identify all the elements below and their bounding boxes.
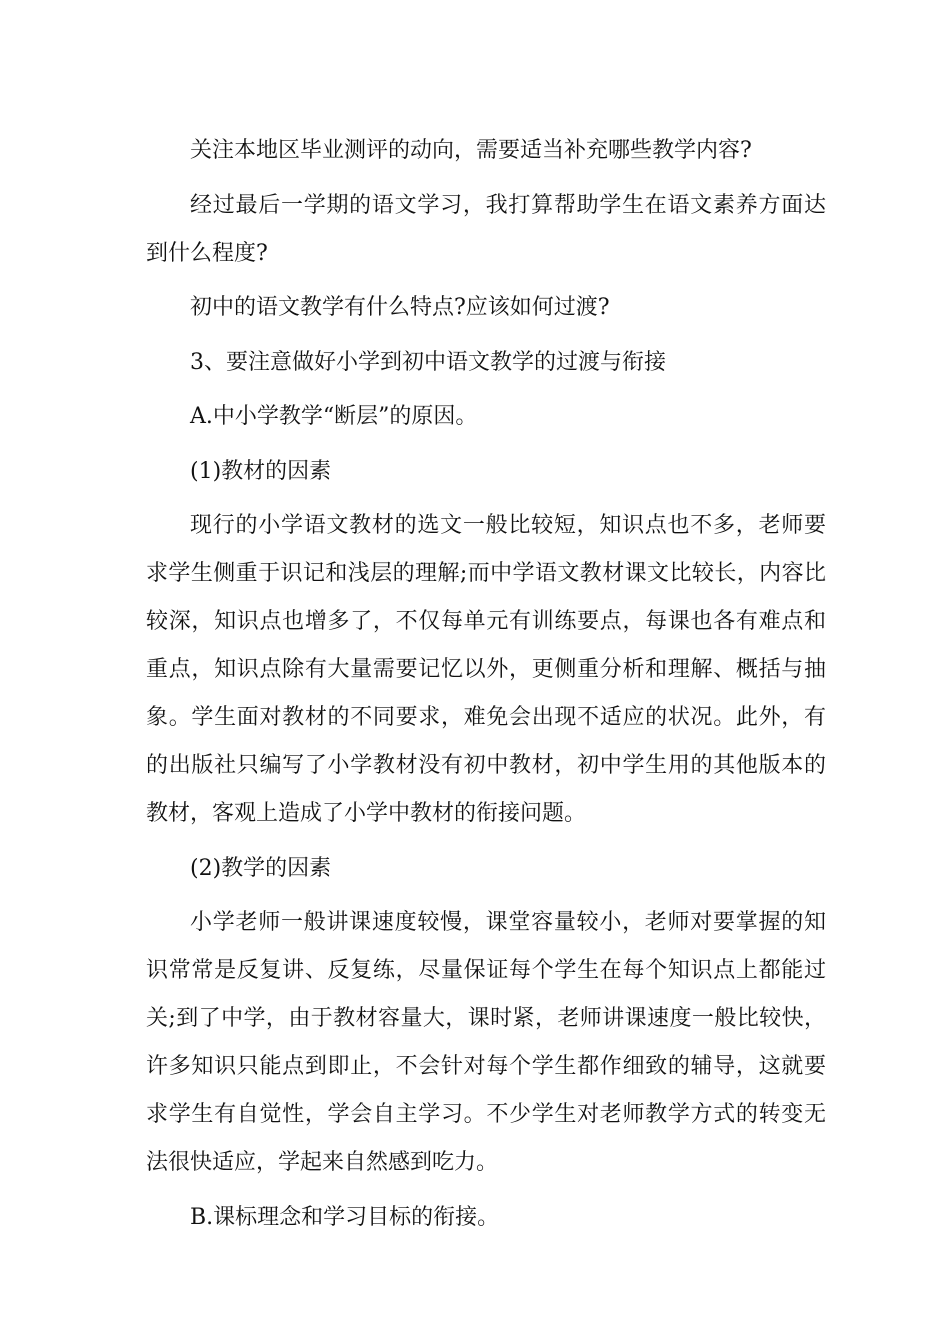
- document-body: [146, 127, 826, 1248]
- subsection-heading: B.课标理念和学习目标的衔接。: [190, 1204, 500, 1230]
- subsection-heading: A.中小学教学“断层”的原因。: [190, 404, 478, 429]
- paragraph: 小学老师一般讲课速度较慢，课堂容量较小，老师对要掌握的知识常常是反复讲、反复练，尽量保证每个学生在每个知识点上都能过关;到了中学，由于教材容量大，课时紧，老师讲课速度一般比较快，许多知识只能点到即止，不会针对每个学生都作细致的辅导，这就要求学生有自觉性，学会自主学习。不少学生对老师教学方式的转变无法很快适应，学起来自然感到吃力。: [146, 910, 826, 1175]
- subsection-heading: (2)教学的因素: [190, 855, 332, 881]
- paragraph: 初中的语文教学有什么特点?应该如何过渡?: [190, 295, 610, 320]
- paragraph: 关注本地区毕业测评的动向，需要适当补充哪些教学内容?: [190, 138, 752, 163]
- paragraph: 经过最后一学期的语文学习，我打算帮助学生在语文素养方面达到什么程度?: [146, 192, 826, 266]
- section-heading: 3、要注意做好小学到初中语文教学的过渡与衔接: [190, 349, 666, 375]
- paragraph: 现行的小学语文教材的选文一般比较短，知识点也不多，老师要求学生侧重于识记和浅层的理解;而中学语文教材课文比较长，内容比较深，知识点也增多了，不仅每单元有训练要点，每课也各有难点和重点，知识点除有大量需要记忆以外，更侧重分析和理解、概括与抽象。学生面对教材的不同要求，难免会出现不适应的状况。此外，有的出版社只编写了小学教材没有初中教材，初中学生用的其他版本的教材，客观上造成了小学中教材的衔接问题。: [146, 513, 826, 826]
- subsection-heading: (1)教材的因素: [190, 458, 332, 484]
